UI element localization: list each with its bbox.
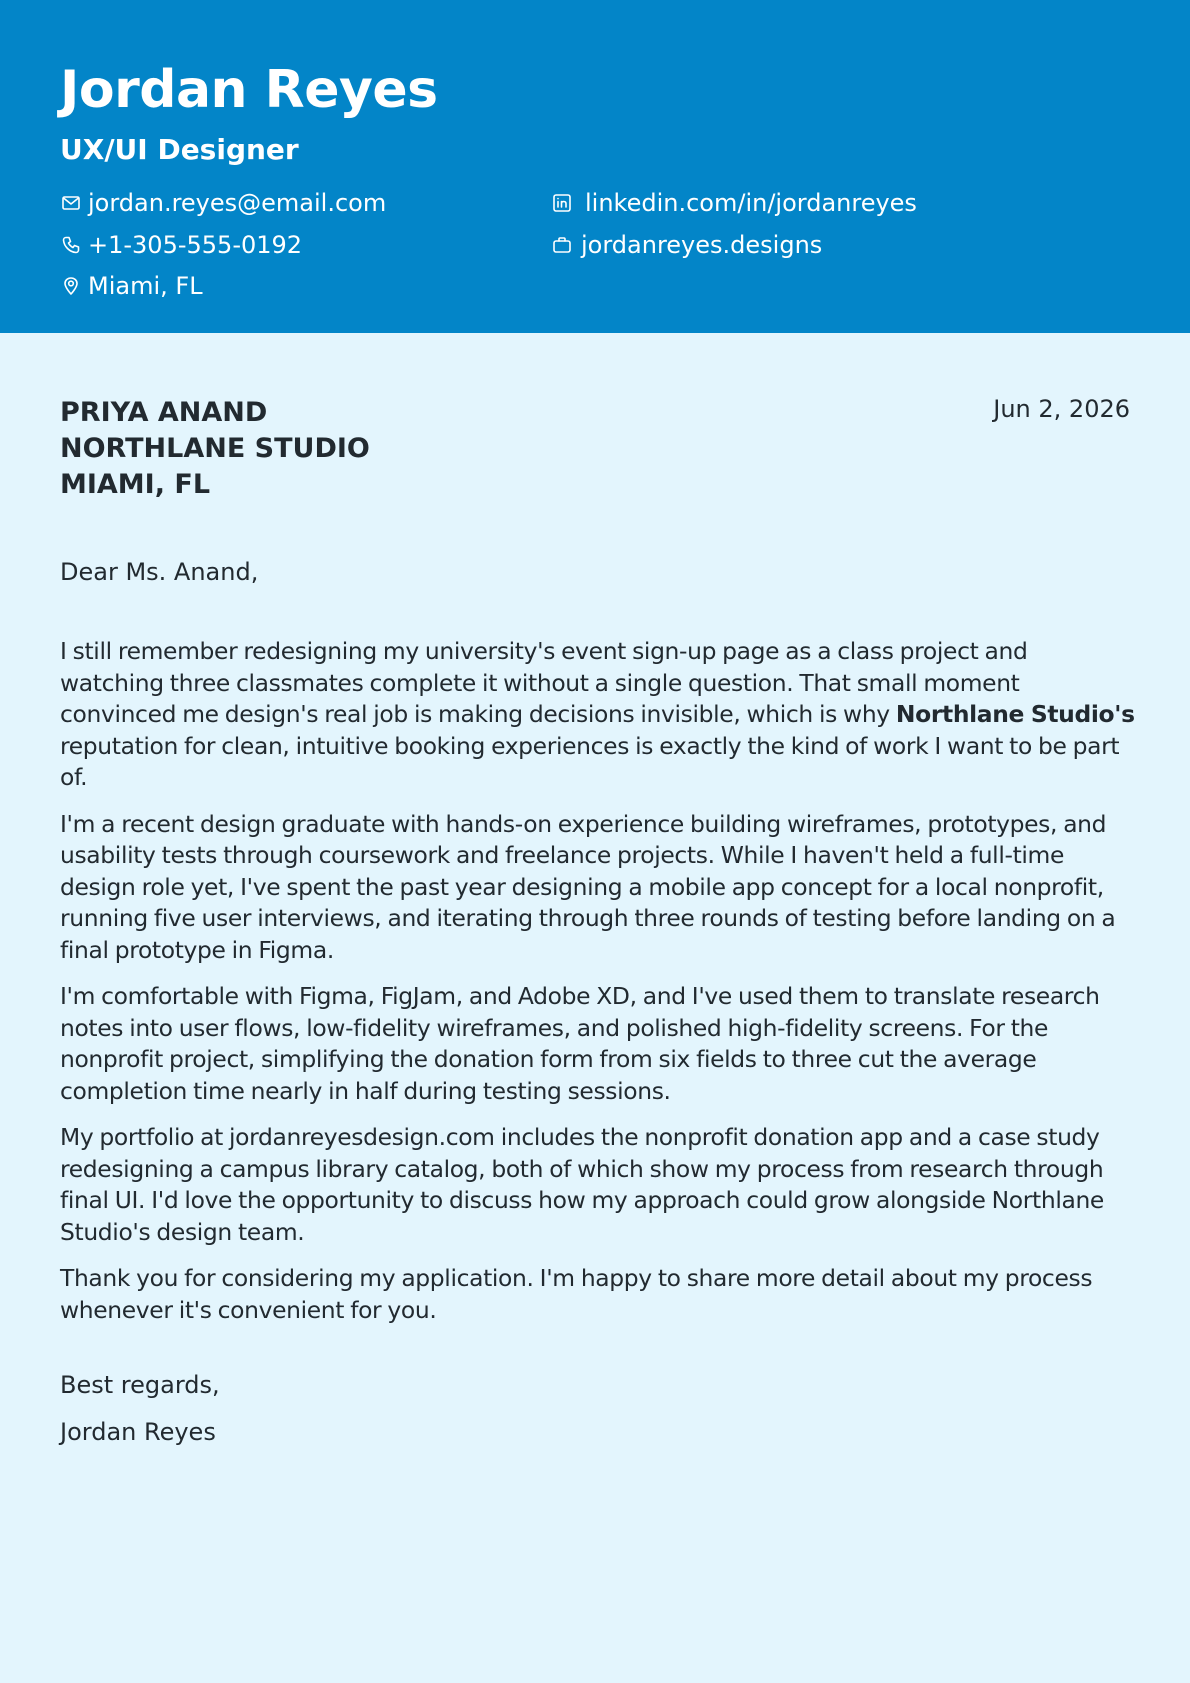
recipient-name: PRIYA ANAND: [60, 397, 268, 428]
contact-linkedin[interactable]: [551, 187, 917, 219]
contact-phone[interactable]: [60, 229, 302, 261]
website-text: jordanreyes.designs: [581, 231, 823, 259]
contact-website[interactable]: [551, 229, 822, 261]
contact-email[interactable]: [60, 187, 386, 219]
paragraph-4: My portfolio at jordanreyesdesign.com includes the nonprofit donation app and a case study redesigning a campus library catalog, both of which show my process from research through final UI. I'd love the opportunity to discuss how my approach could grow alongside Northlane Studio's design team.: [60, 1123, 1104, 1246]
company-highlight: Northlane Studio's: [895, 700, 1135, 728]
closing: Best regards,: [60, 1371, 220, 1399]
location-text: Miami, FL: [88, 272, 203, 300]
paragraph-2: I'm a recent design graduate with hands-on experience building wireframes, prototypes, and usability tests through coursework and freelance projects. While I haven't held a full-time design role yet, I've spent the past year designing a mobile app concept for a local nonprofit, running five user interviews, and iterating through three rounds of testing before landing on a final prototype in Figma.: [60, 809, 1116, 964]
recipient-company: NORTHLANE STUDIO: [60, 433, 370, 464]
salutation: Dear Ms. Anand,: [60, 558, 259, 586]
phone-text: +1-305-555-0192: [88, 231, 303, 259]
recipient-block: [60, 395, 370, 503]
linkedin-icon: [551, 192, 573, 214]
contact-location: [60, 270, 203, 302]
paragraph-1-start: I still remember redesigning my university's event sign-up page as a class project and watching three classmates complete it without a single question. That small moment convinced me design's real job is making decisions invisible, which is why: [60, 637, 1028, 728]
applicant-title: UX/UI Designer: [60, 133, 299, 166]
recipient-location: MIAMI, FL: [60, 469, 211, 500]
paragraph-1-end: reputation for clean, intuitive booking experiences is exactly the kind of work I want to be part of.: [60, 731, 1120, 791]
paragraph-1: [60, 636, 1135, 794]
letter-body: [60, 636, 1135, 1341]
briefcase-icon: [551, 234, 573, 256]
letter-date: Jun 2, 2026: [993, 395, 1130, 423]
linkedin-text: linkedin.com/in/jordanreyes: [585, 189, 917, 217]
mail-icon: [60, 192, 82, 214]
map-pin-icon: [60, 275, 82, 297]
header-banner: [0, 0, 1190, 333]
signature: Jordan Reyes: [60, 1418, 216, 1446]
applicant-name: Jordan Reyes: [60, 60, 438, 120]
phone-icon: [60, 234, 82, 256]
email-text: jordan.reyes@email.com: [88, 189, 387, 217]
paragraph-3: I'm comfortable with Figma, FigJam, and Adobe XD, and I've used them to translate research notes into user flows, low-fidelity wireframes, and polished high-fidelity screens. For the nonprofit project, simplifying the donation form from six fields to three cut the average completion time nearly in half during testing sessions.: [60, 982, 1100, 1105]
paragraph-5: Thank you for considering my application. I'm happy to share more detail about my process whenever it's convenient for you.: [60, 1264, 1093, 1324]
